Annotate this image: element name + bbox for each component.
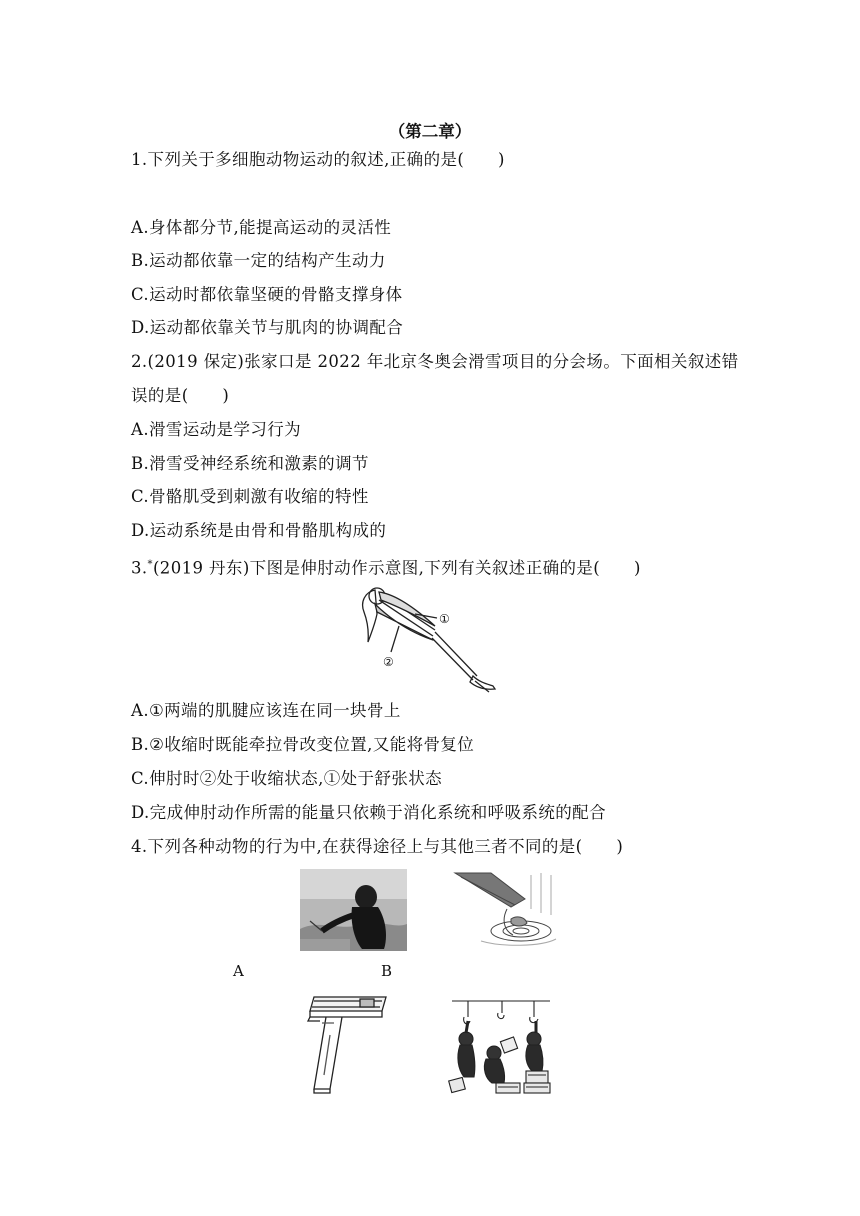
q2-option-d: D.运动系统是由骨和骨骼肌构成的 (131, 521, 387, 540)
q1-option-a: A.身体都分节,能提高运动的灵活性 (131, 218, 392, 237)
q3-option-a: A.①两端的肌腱应该连在同一块骨上 (131, 701, 401, 720)
image-label-b: B (381, 962, 393, 980)
q2-stem-line1: 2.(2019 保定)张家口是 2022 年北京冬奥会滑雪项目的分会场。下面相关叙述错 (131, 352, 739, 371)
chimpanzee-photo (300, 869, 407, 951)
image-label-a: A (233, 962, 244, 980)
q2-option-c: C.骨骼肌受到刺激有收缩的特性 (131, 487, 369, 506)
q4-stem: 4.下列各种动物的行为中,在获得途径上与其他三者不同的是( ) (131, 837, 624, 856)
q3-number: 3. (131, 558, 148, 578)
animal-drawing-b (451, 869, 560, 951)
q2-option-a: A.滑雪运动是学习行为 (131, 420, 302, 439)
q3-option-b: B.②收缩时既能牵拉骨改变位置,又能将骨复位 (131, 735, 475, 754)
t-maze-drawing (300, 995, 390, 1095)
q3-option-d: D.完成伸肘动作所需的能量只依赖于消化系统和呼吸系统的配合 (131, 803, 606, 822)
q2-option-b: B.滑雪受神经系统和激素的调节 (131, 454, 369, 473)
label-muscle-2: ② (383, 655, 394, 669)
label-muscle-1: ① (439, 612, 450, 626)
chimpanzees-boxes-drawing (446, 995, 556, 1095)
q1-stem: 1.下列关于多细胞动物运动的叙述,正确的是( ) (131, 150, 505, 169)
q2-stem-line2: 误的是( ) (131, 386, 230, 405)
q1-option-d: D.运动都依靠关节与肌肉的协调配合 (131, 318, 404, 337)
q3-star: * (147, 559, 153, 570)
q3-option-c: C.伸肘时②处于收缩状态,①处于舒张状态 (131, 769, 443, 788)
elbow-extension-diagram (355, 582, 500, 694)
q3-stem (131, 555, 641, 579)
q1-option-c: C.运动时都依靠坚硬的骨骼支撑身体 (131, 285, 403, 304)
q3-stem-text: (2019 丹东)下图是伸肘动作示意图,下列有关叙述正确的是( ) (152, 558, 641, 578)
q1-option-b: B.运动都依靠一定的结构产生动力 (131, 251, 386, 270)
chapter-title: （第二章） (388, 122, 472, 141)
